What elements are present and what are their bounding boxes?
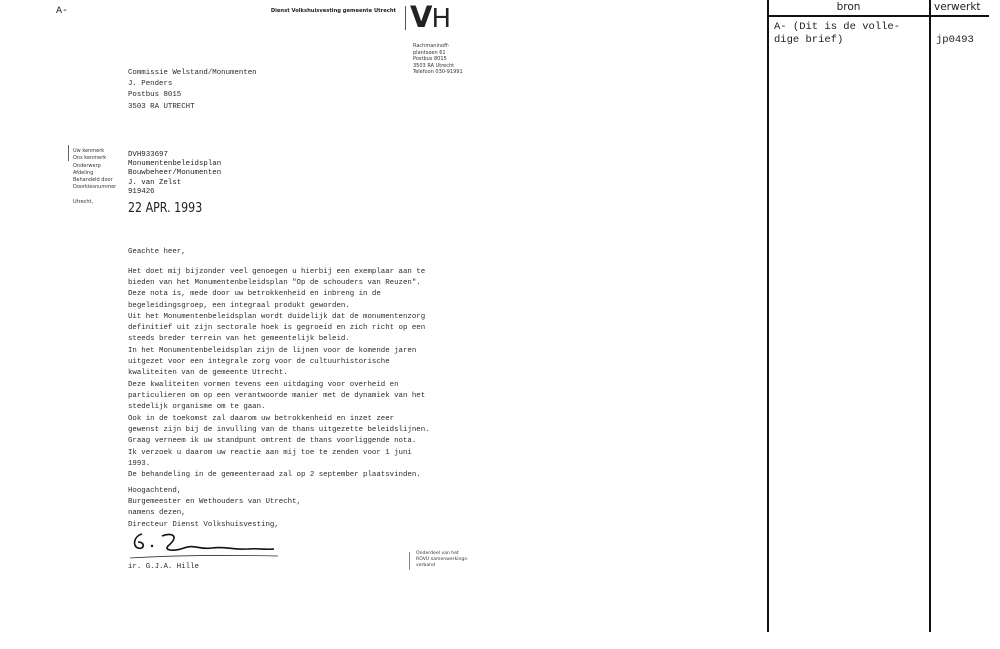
- date-stamp: 22 APR. 1993: [128, 201, 203, 216]
- signatory-name: ir. G.J.A. Hille: [128, 563, 199, 571]
- paragraph-3: In het Monumentenbeleidsplan zijn de lijnen voor de komende jaren uitgezet voor een integrale zorg voor de cultuurhistorische kwaliteiten van de gemeente Utrecht. Deze kwaliteiten vormen tevens een uitdaging voor overheid en particulieren om op een verantwoorde manier met de dynamiek van het stedelijk organisme om te gaan.: [128, 347, 426, 412]
- corner-mark: A-: [56, 6, 69, 17]
- sender-address: Rachmaninoff- plantsoen 61 Postbus 8015 3503 RA Utrecht Telefoon 030-91991: [413, 43, 463, 76]
- reference-labels: [73, 148, 116, 192]
- sender-organization: Dienst Volkshuisvesting gemeente Utrecht: [270, 8, 396, 14]
- label-ons-kenmerk: Ons kenmerk: [73, 155, 107, 162]
- value-behandeld-door: J. van Zelst: [128, 178, 182, 187]
- column-header-bron: bron: [836, 1, 861, 13]
- paragraph-2: Uit het Monumentenbeleidsplan wordt duidelijk dat de monumentenzorg definitief uit zijn sectorale hoek is gegroeid en zich richt op een steeds breder terrein van het gemeentelijk beleid.: [128, 313, 426, 344]
- source-cell: A- (Dit is de volle- dige brief): [774, 21, 901, 46]
- recipient-address: Commissie Welstand/Monumenten J. Penders Postbus 8015 3503 RA UTRECHT: [128, 69, 257, 111]
- signature: [128, 528, 288, 564]
- label-onderwerp: Onderwerp: [73, 162, 101, 169]
- table-column-divider: [929, 0, 931, 632]
- paragraph-1: Het doet mij bijzonder veel genoegen u hierbij een exemplaar aan te bieden van het Monumentenbeleidsplan "Op de schouders van Reuzen". Deze nota is, mede door uw betrokkenheid en inbreng in de begeleidingsgroep, een integraal produkt geworden.: [128, 268, 426, 310]
- table-left-border: [767, 0, 769, 632]
- value-onderwerp: Monumentenbeleidsplan: [128, 160, 222, 169]
- column-header-verwerkt: verwerkt: [934, 1, 981, 13]
- salutation: Geachte heer,: [128, 248, 186, 256]
- value-afdeling: Bouwbeheer/Monumenten: [128, 169, 222, 178]
- value-doorkiesnummer: 919426: [128, 187, 155, 196]
- reference-values: [128, 151, 221, 197]
- value-ons-kenmerk: DVH933697: [128, 151, 168, 159]
- table-header-border: [767, 15, 989, 17]
- reference-marker: [68, 145, 69, 161]
- label-uw-kenmerk: Uw kenmerk: [73, 148, 105, 154]
- label-afdeling: Afdeling: [73, 169, 94, 176]
- label-behandeld-door: Behandeld door: [73, 177, 113, 184]
- place-label: Utrecht,: [73, 199, 94, 205]
- footer-note: Onderdeel van het ROVU samenwerkings- verband: [416, 551, 469, 568]
- logo: VH: [410, 0, 451, 34]
- closing: Hoogachtend, Burgemeester en Wethouders van Utrecht, namens dezen, Directeur Dienst Volkshuisvesting,: [128, 487, 301, 529]
- label-doorkiesnummer: Doorkiesnummer: [73, 184, 117, 191]
- footer-marker: [409, 552, 410, 570]
- letterhead-divider: [405, 6, 406, 30]
- paragraph-4: Ook in de toekomst zal daarom uw betrokkenheid en inzet zeer gewenst zijn bij de invulling van de thans uitgezette beleidslijnen. Graag verneem ik uw standpunt omtrent de thans voorliggende nota. Ik verzoek u daarom uw reactie aan mij toe te zenden voor 1 juni 1993. De behandeling in de gemeenteraad zal op 2 september plaatsvinden.: [128, 415, 430, 480]
- processed-cell: jp0493: [936, 34, 974, 46]
